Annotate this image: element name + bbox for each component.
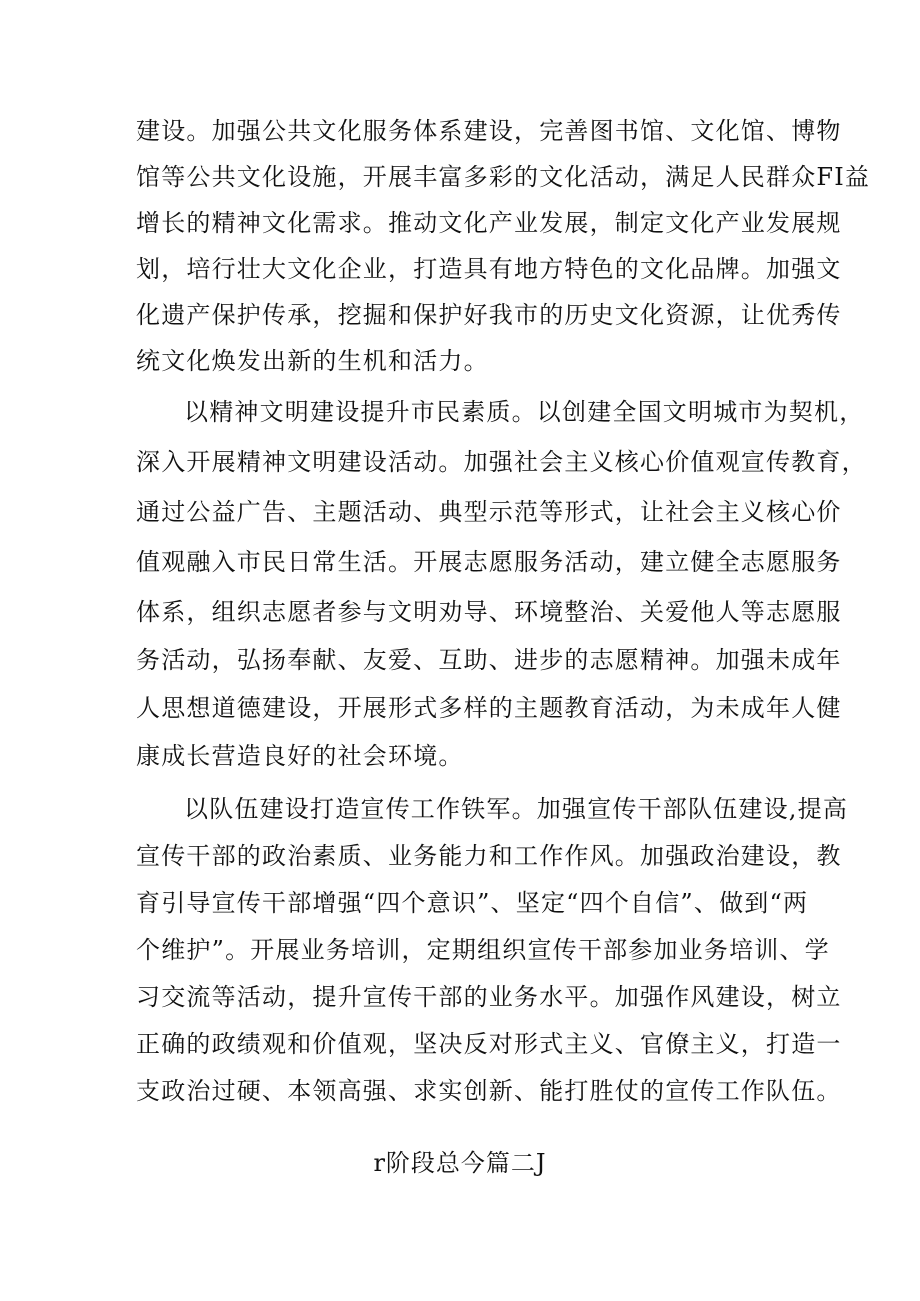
section-heading: r阶段总今篇二J xyxy=(373,1149,547,1177)
paragraph-line: 统文化焕发出新的生机和活力。 xyxy=(136,347,489,375)
paragraph-line: 通过公益广告、主题活动、典型示范等形式，让社会主义核心价 xyxy=(136,498,842,526)
paragraph-line: 以队伍建设打造宣传工作铁军。加强宣传干部队伍建设,提高 xyxy=(184,795,849,823)
paragraph-line: 个维护”。开展业务培训，定期组织宣传干部参加业务培训、学 xyxy=(136,936,830,964)
paragraph-line: 值观融入市民日常生活。开展志愿服务活动，建立健全志愿服务 xyxy=(136,548,842,576)
paragraph-line: 人思想道德建设，开展形式多样的主题教育活动，为未成年人健 xyxy=(136,694,842,722)
paragraph-line: 建设。加强公共文化服务体系建设，完善图书馆、文化馆、博物 xyxy=(136,117,842,145)
paragraph-line: 支政治过硬、本领高强、求实创新、能打胜仗的宣传工作队伍。 xyxy=(136,1077,842,1105)
paragraph-line: 划，培行壮大文化企业，打造具有地方特色的文化品牌。加强文 xyxy=(136,255,842,283)
paragraph-line: 馆等公共文化设施，开展丰富多彩的文化活动，满足人民群众FI益 xyxy=(136,163,871,191)
paragraph-line: 增长的精神文化需求。推动文化产业发展，制定文化产业发展规 xyxy=(136,209,842,237)
paragraph-line: 以精神文明建设提升市民素质。以创建全国文明城市为契机， xyxy=(184,398,865,426)
paragraph-line: 体系，组织志愿者参与文明劝导、环境整治、关爱他人等志愿服 xyxy=(136,598,842,626)
paragraph-line: 宣传干部的政治素质、业务能力和工作作风。加强政治建设，教 xyxy=(136,842,842,870)
paragraph-line: 化遗产保护传承，挖掘和保护好我市的历史文化资源，让优秀传 xyxy=(136,301,842,329)
paragraph-line: 育引导宣传干部增强“四个意识”、坚定“四个自信”、做到“两 xyxy=(136,889,809,917)
paragraph-line: 正确的政绩观和价值观，坚决反对形式主义、官僚主义，打造一 xyxy=(136,1030,842,1058)
paragraph-line: 深入开展精神文明建设活动。加强社会主义核心价值观宣传教育， xyxy=(136,448,867,476)
paragraph-line: 务活动，弘扬奉献、友爱、互助、进步的志愿精神。加强未成年 xyxy=(136,646,842,674)
paragraph-line: 习交流等活动，提升宣传干部的业务水平。加强作风建设，树立 xyxy=(136,983,842,1011)
paragraph-line: 康成长营造良好的社会环境。 xyxy=(136,742,464,770)
